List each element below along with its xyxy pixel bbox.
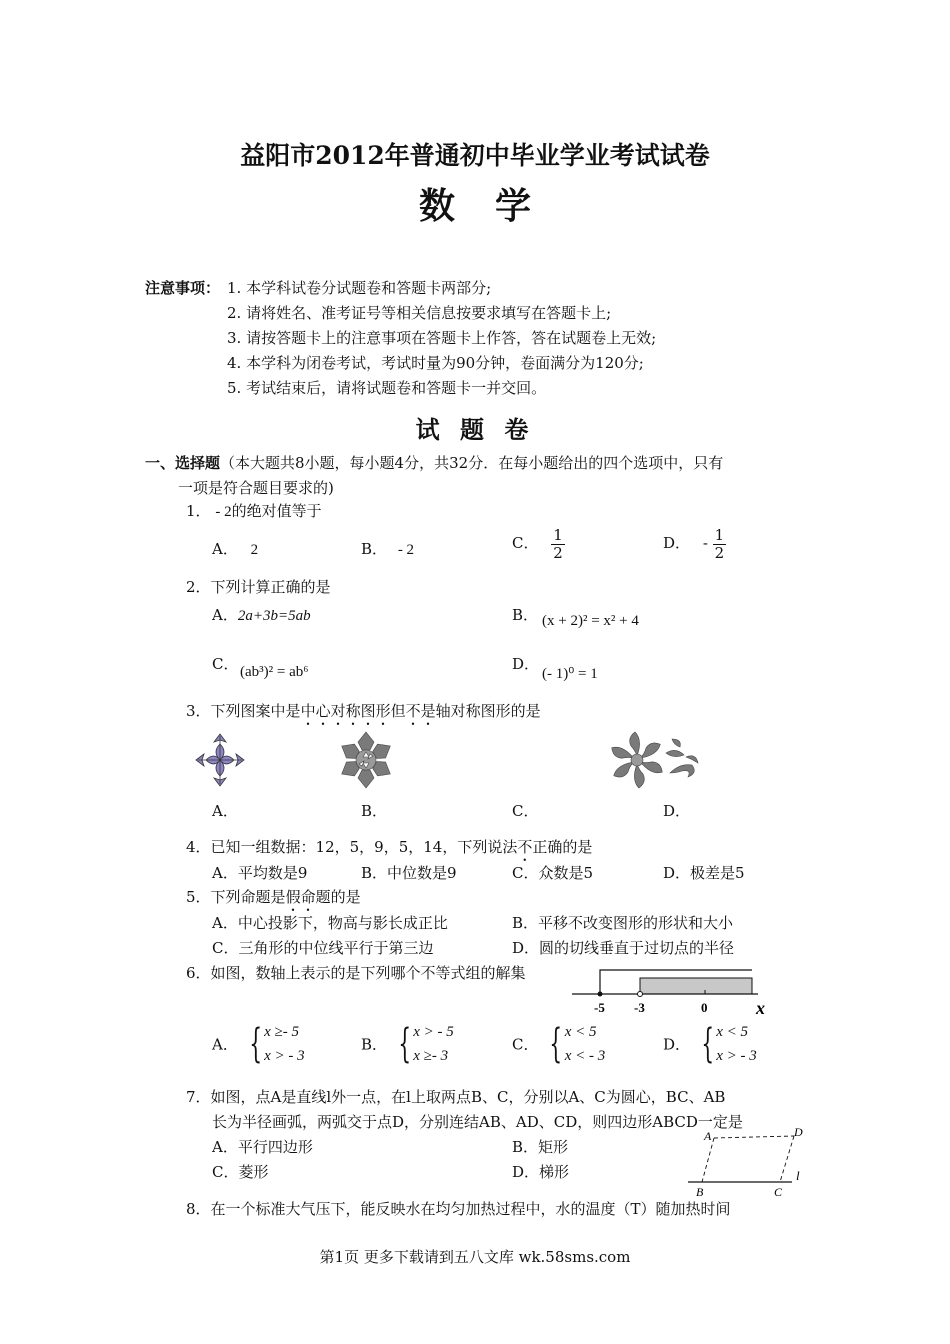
question-6 <box>186 962 526 983</box>
question-number: 2． <box>186 578 211 596</box>
inequality: x ≥- 3 <box>413 1048 449 1064</box>
question-text: 下列命题是 <box>210 888 286 906</box>
q7-option-c: C．菱形 <box>212 1163 269 1181</box>
q2-option-c-value: (ab³)² = ab⁶ <box>240 664 309 680</box>
question-text: 轴对称图形的是 <box>435 702 541 720</box>
q3-option-c: C． <box>512 802 539 820</box>
page-footer: 第1页 更多下载请到五八文库 wk.58sms.com <box>319 1248 631 1266</box>
q1-expression: - 2 <box>215 504 232 520</box>
option-label: D． <box>512 655 540 673</box>
notice-label: 注意事项： <box>145 279 221 297</box>
brace: { <box>701 1021 714 1067</box>
q5-option-c: C．三角形的中位线平行于第三边 <box>212 939 434 957</box>
question-1 <box>186 500 322 521</box>
emphasis-text: 中心对称图形 <box>300 702 391 720</box>
q7-option-d: D．梯形 <box>512 1163 570 1181</box>
option-value: 2 <box>250 542 259 558</box>
question-number: 6． <box>186 964 211 982</box>
emphasis-text: 不是 <box>405 702 436 720</box>
q3-option-b: B． <box>361 802 388 820</box>
question-text: 如图，数轴上表示的是下列哪个不等式组的解集 <box>210 964 526 982</box>
brace: { <box>549 1021 563 1067</box>
question-4 <box>186 836 592 865</box>
brace: { <box>248 1021 262 1067</box>
option-label: B． <box>512 606 539 624</box>
emphasis-text: 假命 <box>285 888 316 906</box>
question-3 <box>186 700 541 729</box>
inequality-system <box>264 1020 305 1068</box>
tick-label: 0 <box>701 1000 708 1015</box>
part1-intro <box>145 452 723 473</box>
q6-option-a <box>212 1020 305 1068</box>
option-label: C． <box>512 1035 539 1054</box>
inequality-system <box>413 1020 454 1068</box>
notice-item: 2. 请将姓名、准考证号等相关信息按要求填写在答题卡上; <box>227 304 612 322</box>
option-value: - 2 <box>397 542 415 558</box>
q6-option-d <box>663 1020 757 1068</box>
q1-option-c <box>512 527 565 561</box>
point-label-d: D <box>794 1126 803 1139</box>
q5-option-d: D．圆的切线垂直于过切点的半径 <box>512 939 735 957</box>
exam-title: 益阳市2012年普通初中毕业学业考试试卷 <box>240 141 710 170</box>
inequality: x < 5 <box>716 1024 749 1040</box>
question-number: 3． <box>186 702 211 720</box>
inequality: x > - 3 <box>264 1048 305 1064</box>
q6-option-c <box>512 1020 605 1068</box>
q2-option-b-value: (x + 2)² = x² + 4 <box>542 613 639 629</box>
q7-option-a: A．平行四边形 <box>212 1138 313 1156</box>
point-label-b: B <box>696 1185 704 1198</box>
line-label-l: l <box>796 1168 800 1183</box>
inequality: x < 5 <box>564 1024 597 1040</box>
q7-option-b: B．矩形 <box>512 1138 569 1156</box>
question-number: 7． <box>186 1088 211 1106</box>
point-label-a: A <box>704 1129 712 1143</box>
notice-item: 3. 请按答题卡上的注意事项在答题卡上作答，答在试题卷上无效; <box>227 329 657 347</box>
q3-option-a: A． <box>212 802 238 820</box>
parallelogram-figure <box>688 1126 806 1198</box>
q1-option-d <box>663 527 726 561</box>
question-2 <box>186 576 331 597</box>
q2-option-c <box>212 653 238 674</box>
figure-a-cross-pattern <box>192 730 248 790</box>
q2-option-d <box>512 653 539 674</box>
q4-option-c: C．众数是5 <box>512 864 594 882</box>
q2-option-b <box>512 604 538 625</box>
question-7-cont: 长为半径画弧，两弧交于点D，分别连结AB、AD、CD，则四边形ABCD一定是 <box>212 1113 743 1131</box>
option-label: B． <box>361 1035 388 1054</box>
option-value: 2a+3b=5ab <box>237 608 311 624</box>
question-text: 如图，点A是直线l外一点，在l上取两点B、C，分别以A、C为圆心，BC、AB <box>210 1088 726 1106</box>
question-5 <box>186 886 361 915</box>
option-label: D． <box>663 534 691 552</box>
q5-option-a: A．中心投影下，物高与影长成正比 <box>212 914 448 932</box>
question-number: 5． <box>186 888 211 906</box>
q4-option-d: D．极差是5 <box>663 864 745 882</box>
question-text: 下列图案中是 <box>210 702 301 720</box>
number-line-figure <box>572 966 772 1020</box>
inequality: x < - 3 <box>564 1048 606 1064</box>
q1-option-b <box>361 538 414 559</box>
axis-label: x <box>756 998 765 1018</box>
figure-b-flower-pattern <box>334 728 398 792</box>
point-label-c: C <box>774 1185 783 1198</box>
q1-text: 的绝对值等于 <box>231 502 322 520</box>
question-text: 下列计算正确的是 <box>210 578 331 596</box>
question-text: 但 <box>390 702 406 720</box>
q2-option-d-value: (- 1)⁰ = 1 <box>542 666 598 682</box>
option-label: C． <box>212 655 239 673</box>
notice-item: 5. 考试结束后，请将试题卷和答题卡一并交回。 <box>227 379 547 397</box>
option-label: D． <box>663 1035 691 1054</box>
q4-option-a: A．平均数是9 <box>212 864 308 882</box>
q5-option-b: B．平移不改变图形的形状和大小 <box>512 914 734 932</box>
notice-item: 4. 本学科为闭卷考试，考试时量为90分钟，卷面满分为120分; <box>227 354 644 372</box>
question-7 <box>186 1086 725 1107</box>
option-label: B． <box>361 540 388 558</box>
part1-desc: （本大题共8小题，每小题4分，共32分．在每小题给出的四个选项中，只有 <box>220 454 724 472</box>
inequality: x > - 5 <box>413 1024 454 1040</box>
figure-d-swirl-pattern <box>662 735 702 783</box>
part1-desc-cont: 一项是符合题目要求的) <box>178 479 334 497</box>
question-text: 正确的是 <box>532 838 593 856</box>
q4-option-b: B．中位数是9 <box>361 864 457 882</box>
notice-item: 1. 本学科试卷分试题卷和答题卡两部分; <box>227 279 492 297</box>
q1-option-a <box>212 538 258 559</box>
inequality: x > - 3 <box>716 1048 757 1064</box>
subject-title: 数学 <box>418 185 571 227</box>
q2-option-a <box>212 604 311 625</box>
brace: { <box>398 1021 411 1067</box>
tick-label: -3 <box>634 1000 645 1015</box>
inequality-system <box>716 1020 757 1068</box>
part1-label: 一、选择题 <box>145 454 221 472</box>
option-label: C． <box>512 534 539 552</box>
question-text: 已知一组数据：12，5，9，5，14，下列说法 <box>210 838 518 856</box>
q3-option-d: D． <box>663 802 691 820</box>
section-heading: 试 题 卷 <box>415 415 535 444</box>
emphasis-text: 不 <box>517 838 533 856</box>
question-number: 4． <box>186 838 211 856</box>
option-label: A． <box>212 1035 238 1054</box>
fraction: $\frac{1}{2}$ <box>553 526 563 562</box>
tick-label: -5 <box>594 1000 605 1015</box>
question-8 <box>186 1198 731 1219</box>
question-number: 8． <box>186 1200 211 1218</box>
inequality: x ≥- 5 <box>264 1024 299 1040</box>
question-number: 1． <box>186 502 211 520</box>
q6-option-b <box>361 1020 454 1068</box>
option-label: A． <box>212 540 238 558</box>
option-label: A． <box>212 606 238 624</box>
inequality-system <box>565 1020 606 1068</box>
question-text: 在一个标准大气压下，能反映水在均匀加热过程中，水的温度（T）随加热时间 <box>210 1200 731 1218</box>
minus-sign: - <box>702 534 708 552</box>
fraction: $\frac{1}{2}$ <box>714 526 725 562</box>
question-text: 题的是 <box>315 888 361 906</box>
